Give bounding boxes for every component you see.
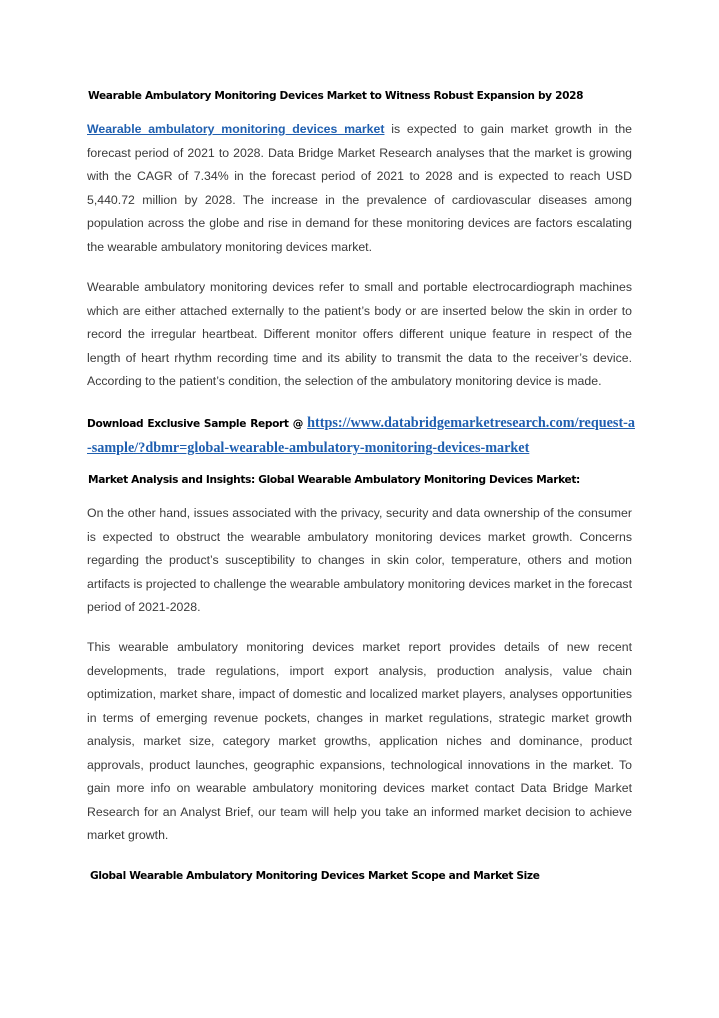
- page-title: Wearable Ambulatory Monitoring Devices Market to Witness Robust Expansion by 2028: [88, 90, 584, 102]
- scope-heading: Global Wearable Ambulatory Monitoring Devices Market Scope and Market Size: [90, 870, 540, 882]
- definition-paragraph: Wearable ambulatory monitoring devices refer to small and portable electrocardiograph machines which are either attached externally to the patient’s body or are inserted below the skin in order to record the irregular heartbeat. Different monitor offers different unique feature in respect of the length of heart rhythm recording time and its ability to transmit the data to the receiver’s device. According to the patient’s condition, the selection of the ambulatory monitoring device is made.: [87, 280, 632, 388]
- analysis-paragraph-1: On the other hand, issues associated with the privacy, security and data ownership of the consumer is expected to obstruct the wearable ambulatory monitoring devices market growth. Concerns regarding the product’s susceptibility to changes in skin color, temperature, others and motion artifacts is projected to challenge the wearable ambulatory monitoring devices market in the forecast period of 2021-2028.: [87, 506, 632, 614]
- analysis-paragraph-2: This wearable ambulatory monitoring devices market report provides details of new recent developments, trade regulations, import export analysis, production analysis, value chain optimization, market share, impact of domestic and localized market players, analyses opportunities in terms of emerging revenue pockets, changes in market regulations, strategic market growth analysis, market size, category market growths, application niches and dominance, product approvals, product launches, geographic expansions, technological innovations in the market. To gain more info on wearable ambulatory monitoring devices market contact Data Bridge Market Research for an Analyst Brief, our team will help you take an informed market decision to achieve market growth.: [87, 640, 632, 842]
- market-link[interactable]: Wearable ambulatory monitoring devices market: [87, 122, 385, 136]
- sample-report-link[interactable]: https://www.databridgemarketresearch.com/request-a-sample/?dbmr=global-wearable-ambulatory-monitoring-devices-market: [87, 415, 635, 456]
- download-line: [87, 411, 635, 460]
- intro-paragraph: [87, 118, 632, 259]
- analysis-heading: Market Analysis and Insights: Global Wearable Ambulatory Monitoring Devices Market:: [88, 474, 580, 486]
- intro-text: is expected to gain market growth in the forecast period of 2021 to 2028. Data Bridge Market Research analyses that the market is growing with the CAGR of 7.34% in the forecast period of 2021 to 2028 and is expected to reach USD 5,440.72 million by 2028. The increase in the prevalence of cardiovascular diseases among population across the globe and rise in demand for these monitoring devices are factors escalating the wearable ambulatory monitoring devices market.: [87, 122, 633, 254]
- download-label: Download Exclusive Sample Report @: [87, 418, 308, 430]
